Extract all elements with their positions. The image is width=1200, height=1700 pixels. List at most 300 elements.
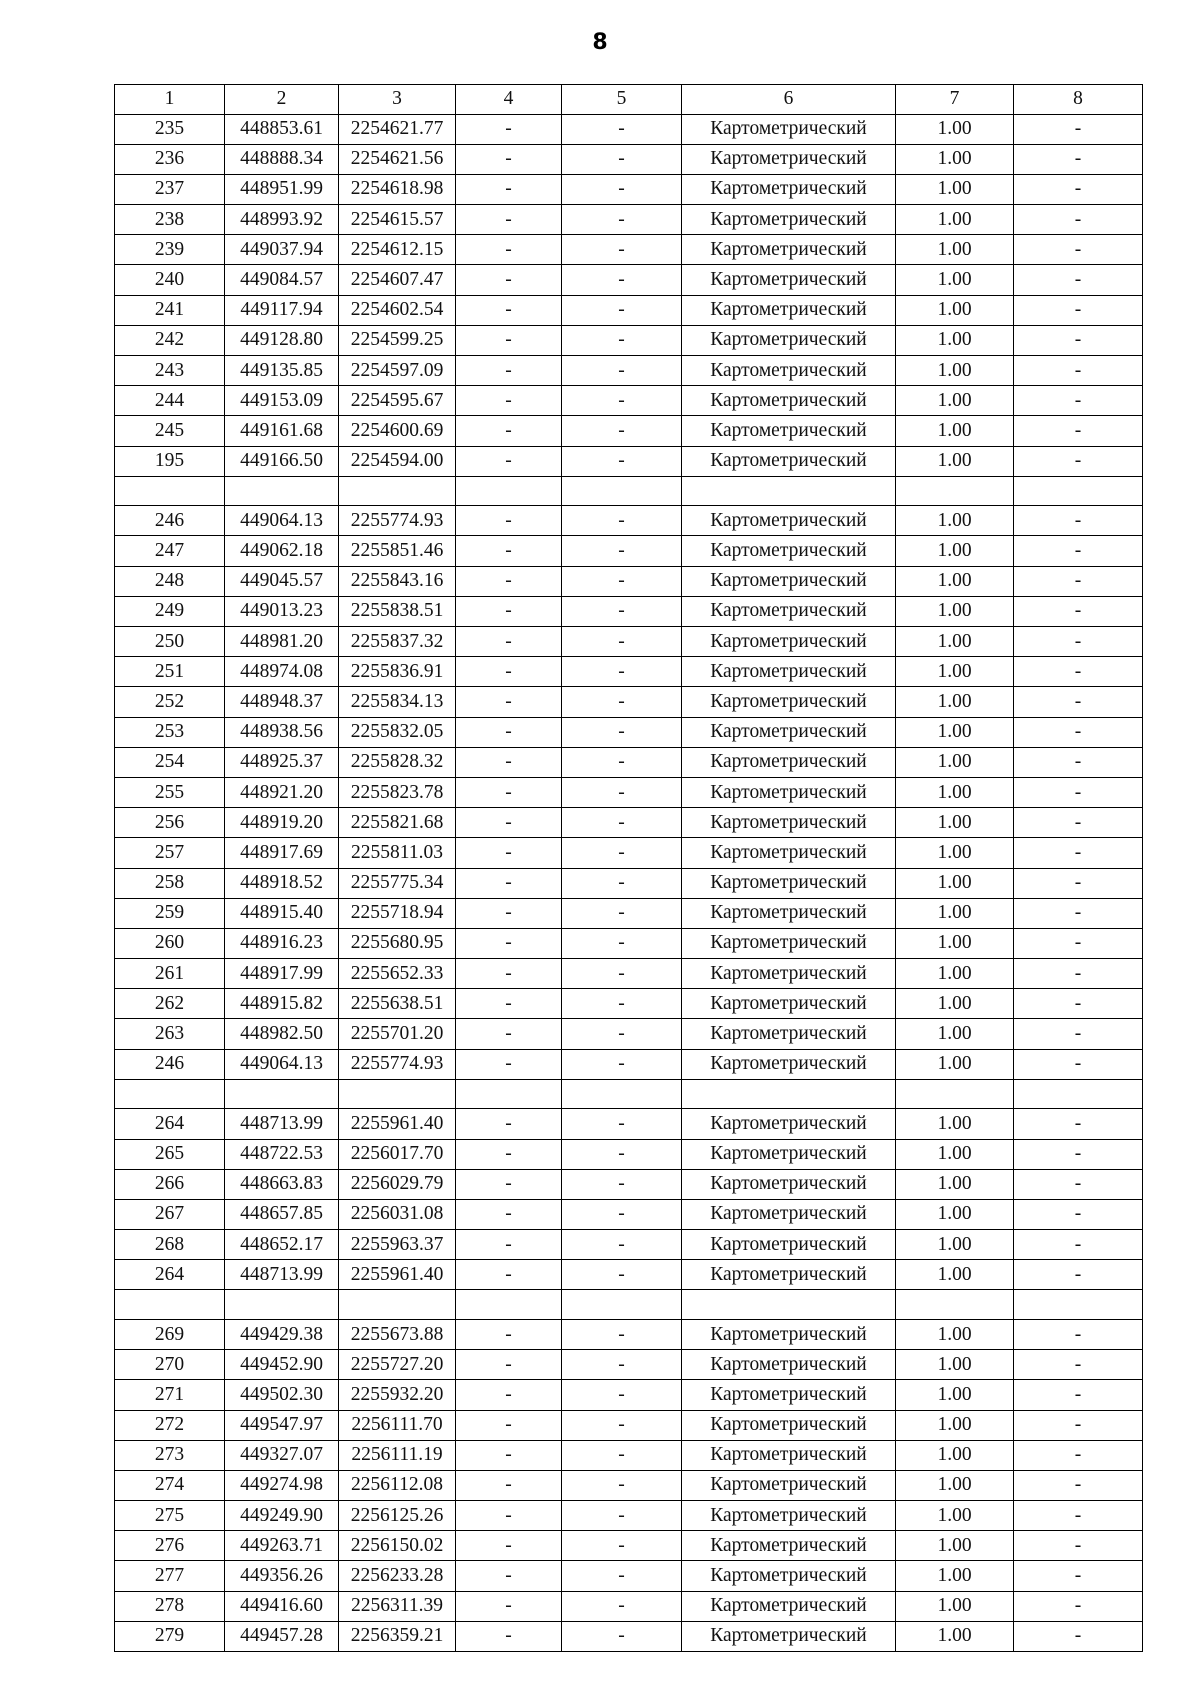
point-number-cell: 257 (115, 838, 225, 868)
method-cell: Картометрический (682, 325, 896, 355)
empty-cell (456, 476, 562, 506)
method-cell: Картометрический (682, 295, 896, 325)
x-coordinate-cell: 448652.17 (225, 1230, 339, 1260)
col8-cell: - (1014, 1501, 1143, 1531)
x-coordinate-cell: 448917.69 (225, 838, 339, 868)
col4-cell: - (456, 1049, 562, 1079)
accuracy-cell: 1.00 (896, 566, 1014, 596)
table-row (115, 1230, 1143, 1260)
col8-cell: - (1014, 144, 1143, 174)
table-body (115, 114, 1143, 1652)
empty-cell (339, 1079, 456, 1109)
y-coordinate-cell: 2255961.40 (339, 1260, 456, 1290)
table-row (115, 1049, 1143, 1079)
col8-cell: - (1014, 596, 1143, 626)
accuracy-cell: 1.00 (896, 1531, 1014, 1561)
y-coordinate-cell: 2255837.32 (339, 627, 456, 657)
point-number-cell: 252 (115, 687, 225, 717)
accuracy-cell: 1.00 (896, 446, 1014, 476)
accuracy-cell: 1.00 (896, 174, 1014, 204)
x-coordinate-cell: 449037.94 (225, 235, 339, 265)
point-number-cell: 274 (115, 1470, 225, 1500)
x-coordinate-cell: 449117.94 (225, 295, 339, 325)
x-coordinate-cell: 449457.28 (225, 1621, 339, 1651)
method-cell: Картометрический (682, 1621, 896, 1651)
point-number-cell: 244 (115, 386, 225, 416)
accuracy-cell: 1.00 (896, 1470, 1014, 1500)
y-coordinate-cell: 2255843.16 (339, 566, 456, 596)
x-coordinate-cell: 449416.60 (225, 1591, 339, 1621)
col5-cell: - (562, 506, 682, 536)
accuracy-cell: 1.00 (896, 506, 1014, 536)
y-coordinate-cell: 2255832.05 (339, 717, 456, 747)
point-number-cell: 242 (115, 325, 225, 355)
col4-cell: - (456, 566, 562, 596)
y-coordinate-cell: 2256311.39 (339, 1591, 456, 1621)
col4-cell: - (456, 989, 562, 1019)
table-row (115, 446, 1143, 476)
col4-cell: - (456, 235, 562, 265)
point-number-cell: 270 (115, 1350, 225, 1380)
point-number-cell: 246 (115, 1049, 225, 1079)
col8-cell: - (1014, 898, 1143, 928)
col8-cell: - (1014, 1470, 1143, 1500)
col8-cell: - (1014, 838, 1143, 868)
y-coordinate-cell: 2255821.68 (339, 808, 456, 838)
table-row (115, 566, 1143, 596)
col4-cell: - (456, 1169, 562, 1199)
x-coordinate-cell: 448663.83 (225, 1169, 339, 1199)
point-number-cell: 247 (115, 536, 225, 566)
point-number-cell: 279 (115, 1621, 225, 1651)
col5-cell: - (562, 1621, 682, 1651)
method-cell: Картометрический (682, 1319, 896, 1349)
point-number-cell: 258 (115, 868, 225, 898)
accuracy-cell: 1.00 (896, 536, 1014, 566)
x-coordinate-cell: 449452.90 (225, 1350, 339, 1380)
col5-cell: - (562, 566, 682, 596)
col8-cell: - (1014, 265, 1143, 295)
accuracy-cell: 1.00 (896, 1109, 1014, 1139)
col4-cell: - (456, 446, 562, 476)
col4-cell: - (456, 114, 562, 144)
x-coordinate-cell: 449327.07 (225, 1440, 339, 1470)
table-row (115, 144, 1143, 174)
accuracy-cell: 1.00 (896, 114, 1014, 144)
accuracy-cell: 1.00 (896, 1230, 1014, 1260)
y-coordinate-cell: 2256111.19 (339, 1440, 456, 1470)
col5-cell: - (562, 657, 682, 687)
point-number-cell: 235 (115, 114, 225, 144)
y-coordinate-cell: 2256017.70 (339, 1139, 456, 1169)
col8-cell: - (1014, 325, 1143, 355)
method-cell: Картометрический (682, 566, 896, 596)
col4-cell: - (456, 1139, 562, 1169)
col5-cell: - (562, 356, 682, 386)
empty-cell (115, 1079, 225, 1109)
y-coordinate-cell: 2255775.34 (339, 868, 456, 898)
accuracy-cell: 1.00 (896, 1440, 1014, 1470)
col5-cell: - (562, 868, 682, 898)
y-coordinate-cell: 2255836.91 (339, 657, 456, 687)
point-number-cell: 264 (115, 1260, 225, 1290)
accuracy-cell: 1.00 (896, 1019, 1014, 1049)
point-number-cell: 273 (115, 1440, 225, 1470)
y-coordinate-cell: 2254612.15 (339, 235, 456, 265)
col4-cell: - (456, 687, 562, 717)
empty-cell (339, 476, 456, 506)
x-coordinate-cell: 448713.99 (225, 1109, 339, 1139)
table-row (115, 1350, 1143, 1380)
col5-cell: - (562, 1019, 682, 1049)
table-row (115, 1440, 1143, 1470)
empty-cell (225, 1290, 339, 1320)
y-coordinate-cell: 2256359.21 (339, 1621, 456, 1651)
x-coordinate-cell: 449274.98 (225, 1470, 339, 1500)
table-row (115, 506, 1143, 536)
accuracy-cell: 1.00 (896, 687, 1014, 717)
method-cell: Картометрический (682, 174, 896, 204)
y-coordinate-cell: 2255727.20 (339, 1350, 456, 1380)
col8-cell: - (1014, 1410, 1143, 1440)
x-coordinate-cell: 449161.68 (225, 416, 339, 446)
col4-cell: - (456, 959, 562, 989)
y-coordinate-cell: 2256125.26 (339, 1501, 456, 1531)
method-cell: Картометрический (682, 808, 896, 838)
method-cell: Картометрический (682, 1440, 896, 1470)
col4-cell: - (456, 627, 562, 657)
y-coordinate-cell: 2256029.79 (339, 1169, 456, 1199)
separator-row (115, 476, 1143, 506)
col4-cell: - (456, 868, 562, 898)
y-coordinate-cell: 2254621.77 (339, 114, 456, 144)
point-number-cell: 249 (115, 596, 225, 626)
method-cell: Картометрический (682, 777, 896, 807)
table-row (115, 325, 1143, 355)
col5-cell: - (562, 295, 682, 325)
method-cell: Картометрический (682, 205, 896, 235)
x-coordinate-cell: 448919.20 (225, 808, 339, 838)
empty-cell (682, 1290, 896, 1320)
y-coordinate-cell: 2256031.08 (339, 1199, 456, 1229)
col8-cell: - (1014, 446, 1143, 476)
point-number-cell: 237 (115, 174, 225, 204)
method-cell: Картометрический (682, 536, 896, 566)
method-cell: Картометрический (682, 868, 896, 898)
method-cell: Картометрический (682, 235, 896, 265)
table-row (115, 295, 1143, 325)
method-cell: Картометрический (682, 1470, 896, 1500)
point-number-cell: 248 (115, 566, 225, 596)
x-coordinate-cell: 448722.53 (225, 1139, 339, 1169)
x-coordinate-cell: 449356.26 (225, 1561, 339, 1591)
x-coordinate-cell: 448993.92 (225, 205, 339, 235)
col8-cell: - (1014, 205, 1143, 235)
accuracy-cell: 1.00 (896, 627, 1014, 657)
col5-cell: - (562, 687, 682, 717)
col5-cell: - (562, 898, 682, 928)
method-cell: Картометрический (682, 1230, 896, 1260)
table-row (115, 1561, 1143, 1591)
table-row (115, 1019, 1143, 1049)
empty-cell (896, 1290, 1014, 1320)
col4-cell: - (456, 1199, 562, 1229)
accuracy-cell: 1.00 (896, 838, 1014, 868)
col4-cell: - (456, 1230, 562, 1260)
col8-cell: - (1014, 1621, 1143, 1651)
x-coordinate-cell: 448951.99 (225, 174, 339, 204)
col8-cell: - (1014, 1199, 1143, 1229)
y-coordinate-cell: 2254615.57 (339, 205, 456, 235)
table-row (115, 717, 1143, 747)
point-number-cell: 262 (115, 989, 225, 1019)
table-row (115, 838, 1143, 868)
col5-cell: - (562, 1501, 682, 1531)
y-coordinate-cell: 2255834.13 (339, 687, 456, 717)
method-cell: Картометрический (682, 1199, 896, 1229)
accuracy-cell: 1.00 (896, 235, 1014, 265)
col5-cell: - (562, 536, 682, 566)
empty-cell (896, 476, 1014, 506)
y-coordinate-cell: 2255811.03 (339, 838, 456, 868)
method-cell: Картометрический (682, 114, 896, 144)
accuracy-cell: 1.00 (896, 1350, 1014, 1380)
y-coordinate-cell: 2256233.28 (339, 1561, 456, 1591)
method-cell: Картометрический (682, 386, 896, 416)
x-coordinate-cell: 448915.40 (225, 898, 339, 928)
table-row (115, 687, 1143, 717)
col5-cell: - (562, 1591, 682, 1621)
x-coordinate-cell: 448916.23 (225, 928, 339, 958)
col8-cell: - (1014, 1440, 1143, 1470)
point-number-cell: 250 (115, 627, 225, 657)
col5-cell: - (562, 446, 682, 476)
table-row (115, 1260, 1143, 1290)
table-row (115, 235, 1143, 265)
table-row (115, 928, 1143, 958)
accuracy-cell: 1.00 (896, 777, 1014, 807)
y-coordinate-cell: 2255701.20 (339, 1019, 456, 1049)
x-coordinate-cell: 449128.80 (225, 325, 339, 355)
y-coordinate-cell: 2255652.33 (339, 959, 456, 989)
col8-cell: - (1014, 657, 1143, 687)
col5-cell: - (562, 989, 682, 1019)
col4-cell: - (456, 1410, 562, 1440)
method-cell: Картометрический (682, 959, 896, 989)
col5-cell: - (562, 1350, 682, 1380)
table-row (115, 627, 1143, 657)
y-coordinate-cell: 2254595.67 (339, 386, 456, 416)
accuracy-cell: 1.00 (896, 898, 1014, 928)
table-row (115, 1199, 1143, 1229)
y-coordinate-cell: 2255932.20 (339, 1380, 456, 1410)
table-row (115, 416, 1143, 446)
table-row (115, 1169, 1143, 1199)
x-coordinate-cell: 448917.99 (225, 959, 339, 989)
method-cell: Картометрический (682, 1561, 896, 1591)
col8-cell: - (1014, 1380, 1143, 1410)
accuracy-cell: 1.00 (896, 386, 1014, 416)
method-cell: Картометрический (682, 416, 896, 446)
col8-cell: - (1014, 1019, 1143, 1049)
point-number-cell: 253 (115, 717, 225, 747)
x-coordinate-cell: 448657.85 (225, 1199, 339, 1229)
method-cell: Картометрический (682, 928, 896, 958)
col8-cell: - (1014, 1531, 1143, 1561)
col8-cell: - (1014, 416, 1143, 446)
col8-cell: - (1014, 536, 1143, 566)
empty-cell (562, 1290, 682, 1320)
col4-cell: - (456, 596, 562, 626)
col8-cell: - (1014, 959, 1143, 989)
col4-cell: - (456, 1260, 562, 1290)
point-number-cell: 243 (115, 356, 225, 386)
empty-cell (456, 1290, 562, 1320)
column-header: 8 (1014, 85, 1143, 115)
point-number-cell: 266 (115, 1169, 225, 1199)
point-number-cell: 275 (115, 1501, 225, 1531)
point-number-cell: 271 (115, 1380, 225, 1410)
col4-cell: - (456, 144, 562, 174)
col5-cell: - (562, 596, 682, 626)
point-number-cell: 236 (115, 144, 225, 174)
col4-cell: - (456, 838, 562, 868)
point-number-cell: 277 (115, 1561, 225, 1591)
point-number-cell: 256 (115, 808, 225, 838)
y-coordinate-cell: 2255823.78 (339, 777, 456, 807)
y-coordinate-cell: 2255851.46 (339, 536, 456, 566)
col8-cell: - (1014, 1230, 1143, 1260)
col8-cell: - (1014, 114, 1143, 144)
table-row (115, 1109, 1143, 1139)
col5-cell: - (562, 174, 682, 204)
col5-cell: - (562, 205, 682, 235)
method-cell: Картометрический (682, 1410, 896, 1440)
table-row (115, 1319, 1143, 1349)
method-cell: Картометрический (682, 898, 896, 928)
accuracy-cell: 1.00 (896, 747, 1014, 777)
accuracy-cell: 1.00 (896, 1139, 1014, 1169)
table-row (115, 1410, 1143, 1440)
accuracy-cell: 1.00 (896, 1410, 1014, 1440)
x-coordinate-cell: 448918.52 (225, 868, 339, 898)
table-row (115, 747, 1143, 777)
col5-cell: - (562, 1169, 682, 1199)
col4-cell: - (456, 657, 562, 687)
empty-cell (115, 1290, 225, 1320)
method-cell: Картометрический (682, 1501, 896, 1531)
x-coordinate-cell: 449263.71 (225, 1531, 339, 1561)
accuracy-cell: 1.00 (896, 1169, 1014, 1199)
accuracy-cell: 1.00 (896, 1319, 1014, 1349)
method-cell: Картометрический (682, 717, 896, 747)
x-coordinate-cell: 449064.13 (225, 1049, 339, 1079)
method-cell: Картометрический (682, 144, 896, 174)
x-coordinate-cell: 449045.57 (225, 566, 339, 596)
empty-cell (456, 1079, 562, 1109)
method-cell: Картометрический (682, 1531, 896, 1561)
x-coordinate-cell: 449062.18 (225, 536, 339, 566)
col8-cell: - (1014, 717, 1143, 747)
col4-cell: - (456, 928, 562, 958)
x-coordinate-cell: 448938.56 (225, 717, 339, 747)
table-row (115, 356, 1143, 386)
accuracy-cell: 1.00 (896, 295, 1014, 325)
col8-cell: - (1014, 174, 1143, 204)
col4-cell: - (456, 1621, 562, 1651)
accuracy-cell: 1.00 (896, 959, 1014, 989)
x-coordinate-cell: 449135.85 (225, 356, 339, 386)
empty-cell (1014, 1079, 1143, 1109)
col5-cell: - (562, 144, 682, 174)
y-coordinate-cell: 2255673.88 (339, 1319, 456, 1349)
col8-cell: - (1014, 1109, 1143, 1139)
col8-cell: - (1014, 1319, 1143, 1349)
col5-cell: - (562, 928, 682, 958)
point-number-cell: 272 (115, 1410, 225, 1440)
y-coordinate-cell: 2256150.02 (339, 1531, 456, 1561)
col5-cell: - (562, 838, 682, 868)
method-cell: Картометрический (682, 1260, 896, 1290)
col5-cell: - (562, 1531, 682, 1561)
x-coordinate-cell: 449502.30 (225, 1380, 339, 1410)
col5-cell: - (562, 1260, 682, 1290)
y-coordinate-cell: 2255774.93 (339, 1049, 456, 1079)
col4-cell: - (456, 1561, 562, 1591)
col4-cell: - (456, 205, 562, 235)
col4-cell: - (456, 1350, 562, 1380)
col8-cell: - (1014, 1049, 1143, 1079)
col5-cell: - (562, 1230, 682, 1260)
table-row (115, 1621, 1143, 1651)
point-number-cell: 261 (115, 959, 225, 989)
col5-cell: - (562, 717, 682, 747)
method-cell: Картометрический (682, 506, 896, 536)
col8-cell: - (1014, 747, 1143, 777)
table-row (115, 596, 1143, 626)
col8-cell: - (1014, 235, 1143, 265)
col8-cell: - (1014, 627, 1143, 657)
y-coordinate-cell: 2254600.69 (339, 416, 456, 446)
y-coordinate-cell: 2254621.56 (339, 144, 456, 174)
x-coordinate-cell: 448925.37 (225, 747, 339, 777)
method-cell: Картометрический (682, 265, 896, 295)
accuracy-cell: 1.00 (896, 1260, 1014, 1290)
x-coordinate-cell: 449249.90 (225, 1501, 339, 1531)
x-coordinate-cell: 448888.34 (225, 144, 339, 174)
empty-cell (225, 1079, 339, 1109)
point-number-cell: 241 (115, 295, 225, 325)
column-header: 4 (456, 85, 562, 115)
col4-cell: - (456, 1319, 562, 1349)
col8-cell: - (1014, 1561, 1143, 1591)
accuracy-cell: 1.00 (896, 144, 1014, 174)
accuracy-cell: 1.00 (896, 356, 1014, 386)
table-row (115, 1139, 1143, 1169)
col5-cell: - (562, 386, 682, 416)
y-coordinate-cell: 2255838.51 (339, 596, 456, 626)
table-row (115, 1531, 1143, 1561)
col8-cell: - (1014, 1139, 1143, 1169)
accuracy-cell: 1.00 (896, 868, 1014, 898)
table-row (115, 1470, 1143, 1500)
col8-cell: - (1014, 868, 1143, 898)
coordinates-table (114, 84, 1143, 1652)
col8-cell: - (1014, 687, 1143, 717)
table-row (115, 536, 1143, 566)
col5-cell: - (562, 1561, 682, 1591)
col5-cell: - (562, 1440, 682, 1470)
